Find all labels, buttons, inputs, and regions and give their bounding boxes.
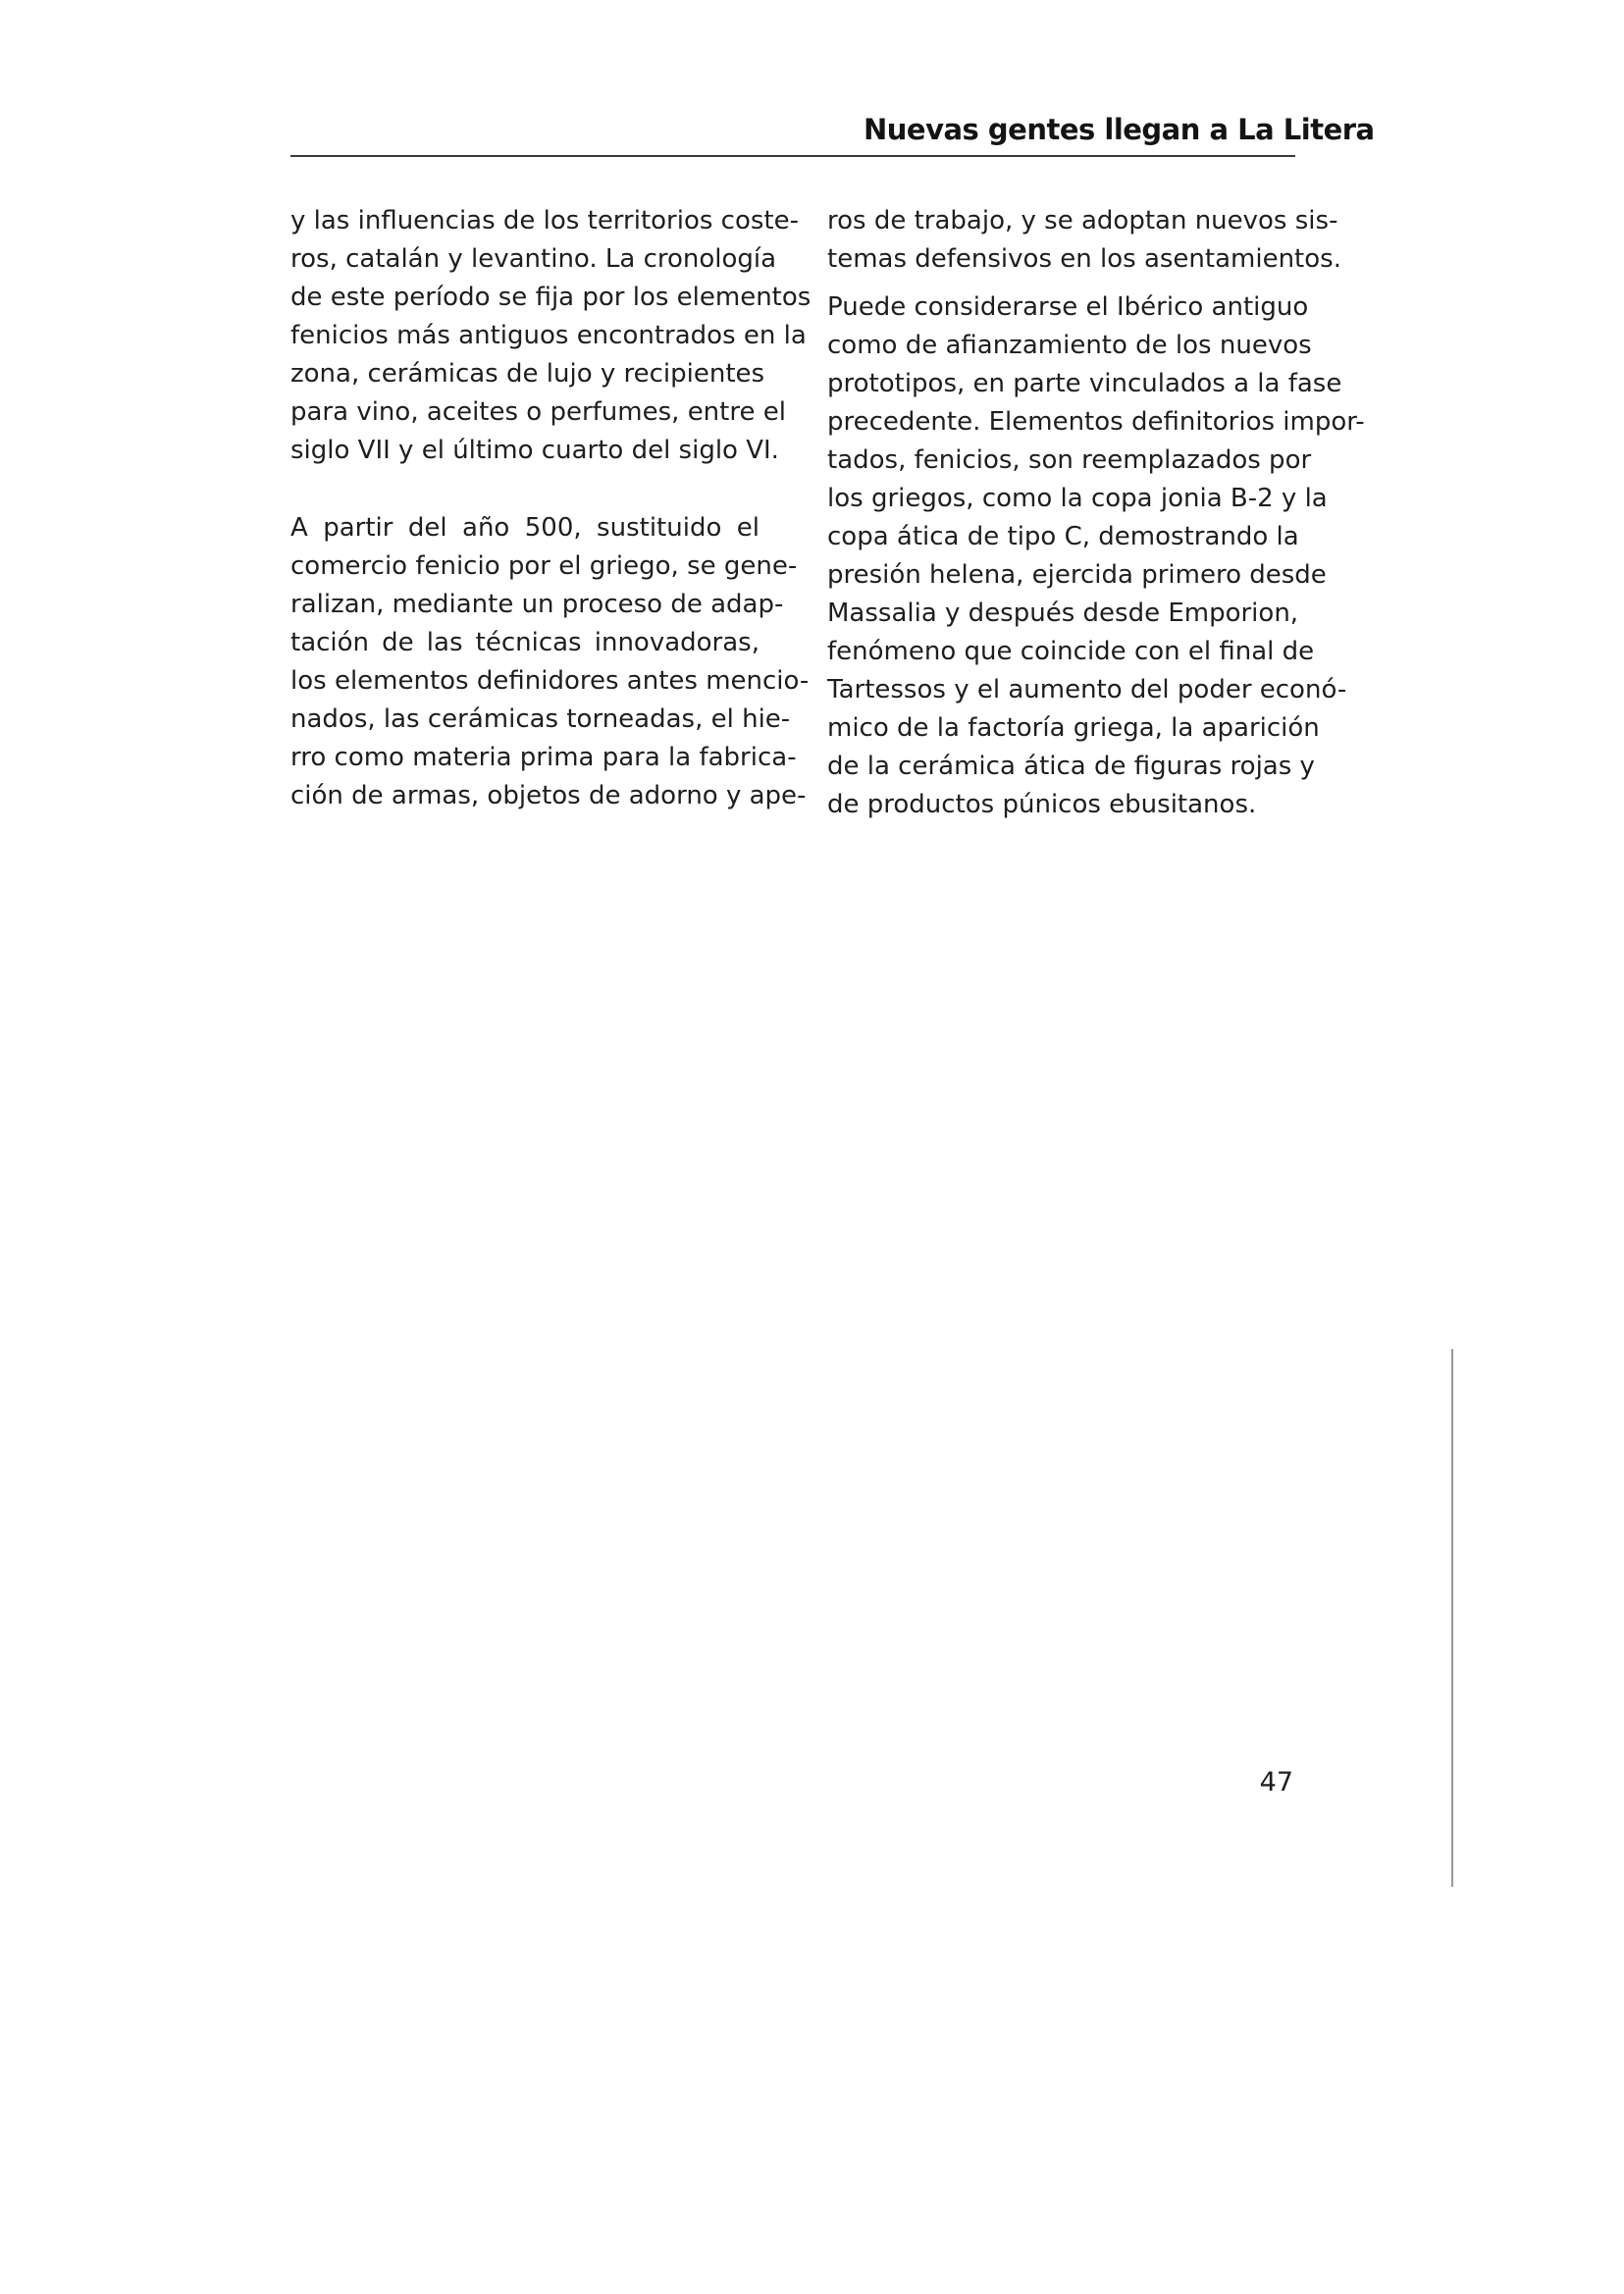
text-line: de este período se fija por los elementos [290,283,812,312]
text-line: zona, cerámicas de lujo y recipientes [290,359,765,389]
scan-margin-line [1451,1349,1453,1887]
text-line: siglo VII y el último cuarto del siglo VI. [290,436,779,465]
text-line: fenómeno que coincide con el final de [827,637,1315,666]
left-paragraph-2 [290,509,810,815]
text-line: los griegos, como la copa jonia B-2 y la [827,484,1328,513]
header-rule [290,155,1295,157]
text-line: presión helena, ejercida primero desde [827,560,1327,590]
text-line: de productos púnicos ebusitanos. [827,790,1257,819]
text-line: de la cerámica ática de figuras rojas y [827,752,1315,781]
text-line: rro como materia prima para la fabrica- [290,743,797,772]
page-number: 47 [1259,1767,1293,1798]
text-line: ralizan, mediante un proceso de adap- [290,590,784,619]
text-line: fenicios más antiguos encontrados en la [290,321,807,350]
running-header-title: Nuevas gentes llegan a La Litera [864,113,1375,146]
text-line: temas defensivos en los asentamientos. [827,244,1341,274]
text-line: A partir del año 500, sustituido el [290,513,760,543]
left-column [290,202,812,815]
text-line: y las influencias de los territorios coste- [290,206,800,235]
right-paragraph-1 [827,202,1341,279]
text-line: para vino, aceites o perfumes, entre el [290,397,786,427]
text-line: como de afianzamiento de los nuevos [827,331,1312,360]
text-line: Tartessos y el aumento del poder econó- [827,675,1347,704]
right-paragraph-2 [827,288,1365,824]
text-line: nados, las cerámicas torneadas, el hie- [290,704,791,734]
paragraph-spacer [827,279,1296,288]
text-line: prototipos, en parte vinculados a la fase [827,369,1342,398]
text-line: precedente. Elementos definitorios impor- [827,407,1365,437]
text-line: Massalia y después desde Emporion, [827,599,1299,628]
text-line: ros de trabajo, y se adoptan nuevos sis- [827,206,1338,235]
text-line: tación de las técnicas innovadoras, [290,628,760,657]
paragraph-spacer [290,470,760,509]
text-line: tados, fenicios, son reemplazados por [827,445,1312,475]
right-column [827,202,1365,824]
text-line: mico de la factoría griega, la aparición [827,713,1320,743]
text-line: Puede considerarse el Ibérico antiguo [827,292,1309,322]
text-line: copa ática de tipo C, demostrando la [827,522,1299,551]
text-line: ros, catalán y levantino. La cronología [290,244,777,274]
text-line: comercio fenicio por el griego, se gene- [290,551,798,581]
text-line: ción de armas, objetos de adorno y ape- [290,781,807,810]
left-paragraph-1 [290,202,812,470]
text-line: los elementos definidores antes mencio- [290,666,810,696]
